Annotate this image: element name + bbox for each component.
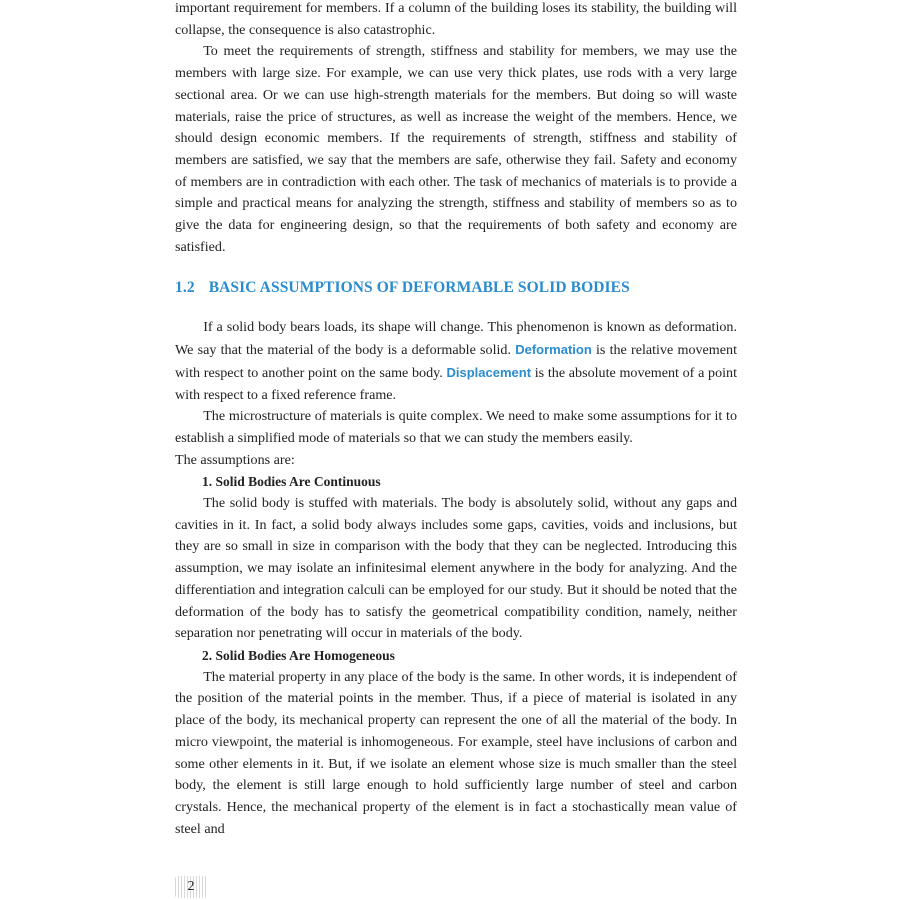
paragraph-continuation: important requirement for members. If a column of the building loses its stability, the building will collapse, the consequence is also catastrophic. bbox=[175, 0, 737, 38]
paragraph-strength-requirements: To meet the requirements of strength, stiffness and stability for members, we may use the members with large size. For example, we can use very thick plates, use rods with a very large sectional area. Or we can use high-strength materials for the members. But doing so will waste materials, raise the price of structures, as well as increase the weight of the members. Hence, we should design economic members. If the requirements of strength, stiffness and stability of members are satisfied, we say that the members are safe, otherwise they fail. Safety and economy of members are in contradiction with each other. The task of mechanics of materials is to provide a simple and practical means for analyzing the strength, stiffness and stability of members so as to give the data for engineering design, so that the requirements of both safety and economy are satisfied. bbox=[175, 43, 737, 255]
section-title: BASIC ASSUMPTIONS OF DEFORMABLE SOLID BODIES bbox=[208, 279, 630, 297]
term-deformation: Deformation bbox=[515, 342, 592, 358]
paragraph-text: is the relative movement with respect to another point on the same body. bbox=[175, 342, 737, 381]
paragraph-microstructure: The microstructure of materials is quite complex. We need to make some assumptions for it to establish a simplified mode of materials so that we can study the members easily. bbox=[175, 408, 737, 446]
subheading-homogeneous: 2. Solid Bodies Are Homogeneous bbox=[202, 647, 395, 663]
section-heading bbox=[175, 277, 737, 299]
page-content bbox=[175, 0, 737, 840]
paragraph-homogeneous: The material property in any place of the body is the same. In other words, it is independent of the position of the material points in the member. Thus, if a piece of material is isolated in any place of the body, its mechanical property can represent the one of all the material of the body. In micro viewpoint, the material is inhomogeneous. For example, steel have inclusions of carbon and some other elements in it. But, if we isolate an element whose size is much smaller than the steel body, the element is still large enough to hold sufficiently large number of steel and carbon crystals. Hence, the mechanical property of the element is in fact a stochastically mean value of steel and bbox=[175, 668, 737, 837]
subheading-continuous: 1. Solid Bodies Are Continuous bbox=[202, 474, 381, 490]
section-number: 1.2 bbox=[175, 279, 195, 297]
page-number: 2 bbox=[175, 876, 207, 898]
paragraph-assumptions-intro: The assumptions are: bbox=[175, 451, 295, 468]
paragraph-deformation bbox=[175, 317, 737, 406]
paragraph-continuous: The solid body is stuffed with materials. The body is absolutely solid, without any gaps and cavities in it. In fact, a solid body always includes some gaps, cavities, voids and inclusions, but they are so small in size in comparison with the body that they can be neglected. Introducing this assumption, we may isolate an infinitesimal element anywhere in the body for analyzing. And the differentiation and integration calculi can be employed for our study. But it should be noted that the deformation of the body has to satisfy the geometrical compatibility condition, namely, neither separation nor penetrating will occur in materials of the body. bbox=[175, 495, 737, 642]
term-displacement: Displacement bbox=[446, 364, 532, 380]
paragraph-text: is the absolute movement of a point with respect to a fixed reference frame. bbox=[175, 364, 737, 403]
paragraph-text: If a solid body bears loads, its shape will change. This phenomenon is known as deformation. We say that the material of the body is a deformable solid. bbox=[175, 319, 737, 359]
